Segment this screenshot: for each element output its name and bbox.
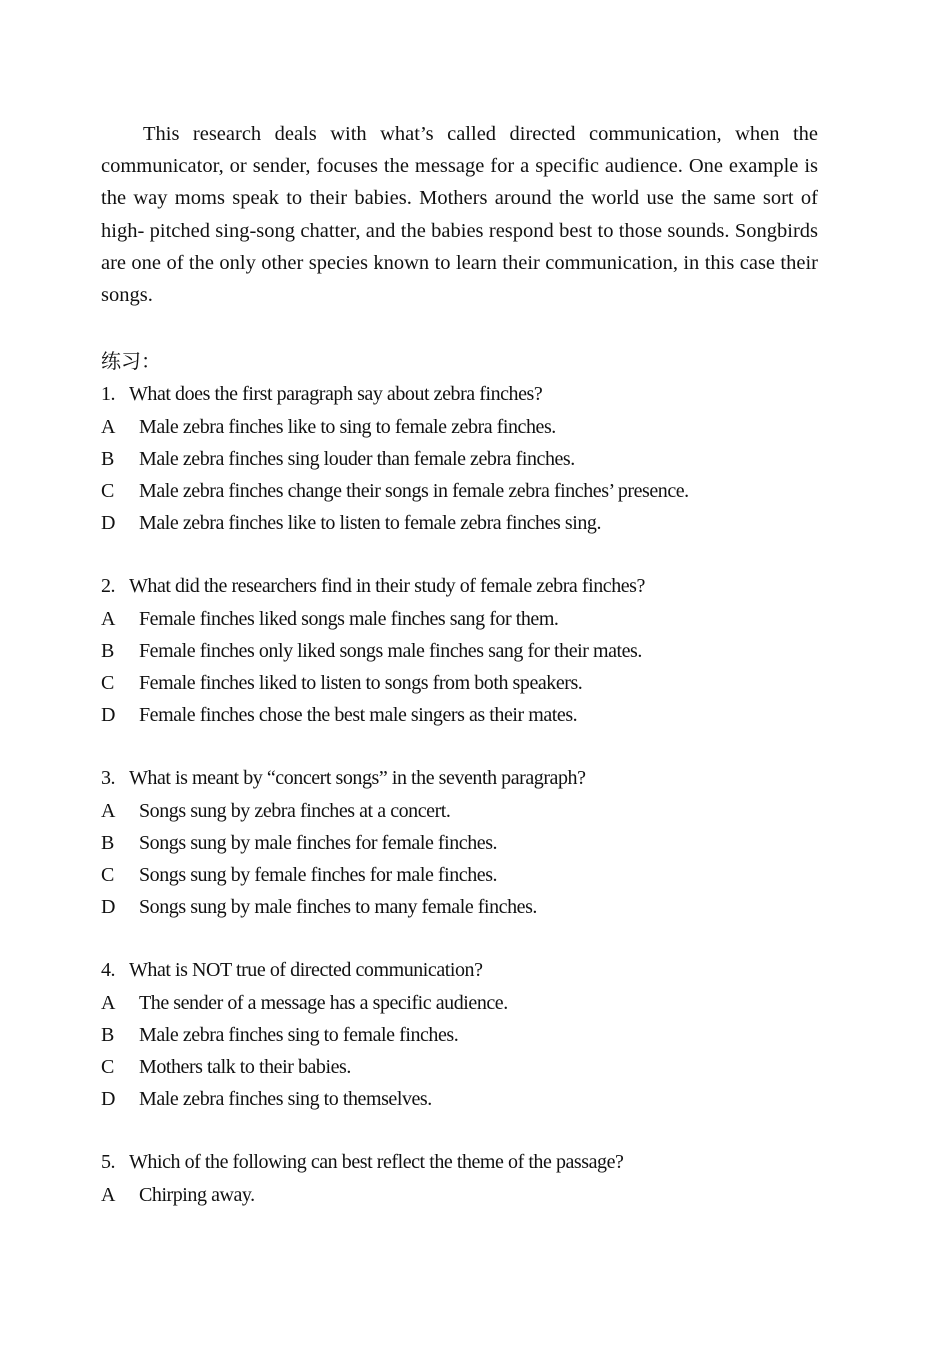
- question-3: [101, 762, 818, 923]
- option-letter: A: [101, 1183, 115, 1206]
- question-number: 3.: [101, 767, 116, 790]
- question-number: 5.: [101, 1151, 116, 1174]
- option-c: [101, 1051, 818, 1083]
- option-a: [101, 411, 818, 443]
- question-stem: [101, 762, 818, 794]
- option-letter: C: [101, 1056, 114, 1079]
- option-text: Chirping away.: [139, 1183, 255, 1206]
- option-text: Female finches liked songs male finches sang for them.: [139, 607, 559, 630]
- option-a: [101, 795, 818, 827]
- option-letter: A: [101, 415, 115, 438]
- option-letter: D: [101, 704, 115, 727]
- question-1: [101, 378, 818, 539]
- option-letter: B: [101, 447, 114, 470]
- option-text: Female finches chose the best male singers as their mates.: [139, 704, 578, 727]
- question-stem: [101, 378, 818, 410]
- option-c: [101, 667, 818, 699]
- option-text: Male zebra finches sing to female finches.: [139, 1023, 459, 1046]
- question-number: 4.: [101, 959, 116, 982]
- question-2: [101, 570, 818, 731]
- option-letter: D: [101, 896, 115, 919]
- question-4: [101, 954, 818, 1115]
- option-letter: C: [101, 672, 114, 695]
- option-b: [101, 635, 818, 667]
- option-text: Male zebra finches like to listen to female zebra finches sing.: [139, 512, 602, 535]
- option-letter: C: [101, 480, 114, 503]
- question-text: What is NOT true of directed communication?: [129, 959, 483, 982]
- question-stem: [101, 1146, 818, 1178]
- option-a: [101, 603, 818, 635]
- option-d: [101, 1083, 818, 1115]
- option-c: [101, 475, 818, 507]
- question-number: 1.: [101, 383, 116, 406]
- option-text: Female finches only liked songs male finches sang for their mates.: [139, 639, 642, 662]
- option-a: [101, 987, 818, 1019]
- option-letter: B: [101, 639, 114, 662]
- option-letter: B: [101, 1023, 114, 1046]
- option-text: Male zebra finches sing to themselves.: [139, 1088, 432, 1111]
- option-text: Mothers talk to their babies.: [139, 1056, 351, 1079]
- option-letter: B: [101, 831, 114, 854]
- option-text: The sender of a message has a specific audience.: [139, 991, 508, 1014]
- option-text: Songs sung by male finches to many female finches.: [139, 896, 537, 919]
- option-text: Songs sung by male finches for female finches.: [139, 831, 498, 854]
- question-text: What did the researchers find in their study of female zebra finches?: [129, 575, 645, 598]
- option-d: [101, 507, 818, 539]
- question-text: What does the first paragraph say about zebra finches?: [129, 383, 543, 406]
- option-letter: A: [101, 799, 115, 822]
- option-a: [101, 1179, 818, 1211]
- option-letter: C: [101, 864, 114, 887]
- option-c: [101, 859, 818, 891]
- option-text: Male zebra finches like to sing to female zebra finches.: [139, 415, 556, 438]
- passage-paragraph: This research deals with what’s called directed communication, when the communicator, or sender, focuses the message for a specific audience. One example is the way moms speak to their babies. Mothers around the world use the same sort of high- pitched sing-song chatter, and the babies respond best to those sounds. Songbirds are one of the only other species known to learn their communication, in this case their songs.: [101, 123, 818, 307]
- option-b: [101, 827, 818, 859]
- option-letter: D: [101, 1088, 115, 1111]
- option-letter: A: [101, 607, 115, 630]
- document-page: [101, 118, 818, 1211]
- option-text: Songs sung by female finches for male finches.: [139, 864, 498, 887]
- option-text: Male zebra finches change their songs in female zebra finches’ presence.: [139, 480, 689, 503]
- option-d: [101, 699, 818, 731]
- exercise-heading: 练习：: [101, 351, 161, 374]
- option-text: Female finches liked to listen to songs from both speakers.: [139, 672, 583, 695]
- option-letter: D: [101, 512, 115, 535]
- question-list: [101, 378, 818, 1210]
- option-b: [101, 443, 818, 475]
- option-b: [101, 1019, 818, 1051]
- option-d: [101, 891, 818, 923]
- question-text: Which of the following can best reflect the theme of the passage?: [129, 1151, 624, 1174]
- question-stem: [101, 570, 818, 602]
- question-5: [101, 1146, 818, 1210]
- option-text: Male zebra finches sing louder than female zebra finches.: [139, 447, 575, 470]
- option-letter: A: [101, 991, 115, 1014]
- question-number: 2.: [101, 575, 116, 598]
- option-text: Songs sung by zebra finches at a concert.: [139, 799, 451, 822]
- question-stem: [101, 954, 818, 986]
- question-text: What is meant by “concert songs” in the seventh paragraph?: [129, 767, 586, 790]
